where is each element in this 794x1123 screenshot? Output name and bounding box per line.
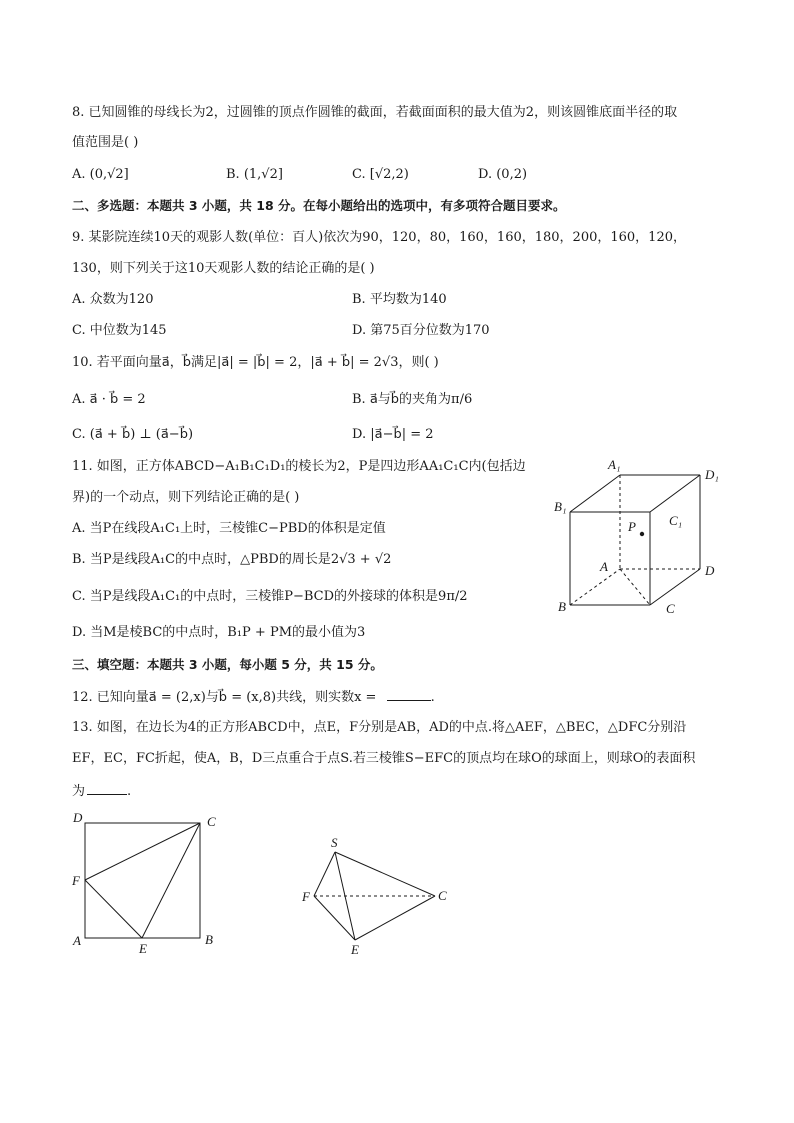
q11-stem-line2: 界)的一个动点，则下列结论正确的是( ) — [72, 490, 300, 505]
label-a: A — [600, 559, 608, 574]
label-b: B — [558, 599, 566, 614]
cube-figure — [550, 455, 730, 620]
label-a1: A₁ — [608, 457, 621, 472]
tetra-label-e: E — [351, 942, 359, 957]
tetrahedron-figure — [295, 835, 465, 960]
q11-option-a: A. 当P在线段A₁C₁上时，三棱锥C−PBD的体积是定值 — [72, 521, 386, 536]
q8-option-c: C. [√2,2) — [352, 167, 409, 182]
q13-stem-line2: EF，EC，FC折起，使A，B，D三点重合于点S.若三棱锥S−EFC的顶点均在球O的球面上，则球O的表面积 — [72, 751, 696, 766]
q10-stem: 10. 若平面向量a⃗，b⃗满足|a⃗| = |b⃗| = 2，|a⃗ + b⃗| = 2√3，则( ) — [72, 355, 439, 370]
q13-stem-line1: 13. 如图，在边长为4的正方形ABCD中，点E，F分别是AB，AD的中点.将△AEF，△BEC，△DFC分别沿 — [72, 720, 687, 735]
q10-option-c: C. (a⃗ + b⃗) ⊥ (a⃗−b⃗) — [72, 427, 194, 442]
q11-option-d: D. 当M是棱BC的中点时，B₁P + PM的最小值为3 — [72, 625, 366, 640]
q10-option-b: B. a⃗与b⃗的夹角为π/6 — [352, 392, 473, 407]
q13-answer-blank[interactable] — [87, 781, 127, 795]
square-label-f: F — [72, 873, 80, 888]
q9-option-a: A. 众数为120 — [72, 292, 154, 307]
point-p-marker — [640, 532, 644, 536]
q9-option-b: B. 平均数为140 — [352, 292, 447, 307]
tetra-label-f: F — [302, 889, 310, 904]
q9-stem-line2: 130，则下列关于这10天观影人数的结论正确的是( ) — [72, 261, 375, 276]
q9-option-c: C. 中位数为145 — [72, 323, 167, 338]
label-p: P — [628, 519, 636, 534]
q10-option-a: A. a⃗ · b⃗ = 2 — [72, 392, 146, 407]
q13-text: 为 — [72, 784, 86, 799]
q11-option-b: B. 当P是线段A₁C的中点时，△PBD的周长是2√3 + √2 — [72, 552, 392, 567]
q8-stem-line1: 8. 已知圆锥的母线长为2，过圆锥的顶点作圆锥的截面，若截面面积的最大值为2，则该圆锥底面半径的取 — [72, 105, 678, 120]
q8-option-d: D. (0,2) — [478, 167, 528, 182]
q12-answer-blank[interactable] — [387, 687, 431, 701]
q8-option-a: A. (0,√2] — [72, 167, 129, 182]
q9-option-d: D. 第75百分位数为170 — [352, 323, 490, 338]
square-label-a: A — [73, 933, 81, 948]
square-figure — [60, 810, 230, 960]
square-label-c: C — [207, 814, 216, 829]
q11-option-c: C. 当P是线段A₁C₁的中点时，三棱锥P−BCD的外接球的体积是9π/2 — [72, 589, 468, 604]
q12-text: 12. 已知向量a⃗ = (2,x)与b⃗ = (x,8)共线，则实数x = — [72, 690, 377, 705]
label-c1: C₁ — [669, 513, 683, 528]
q8-stem-line2: 值范围是( ) — [72, 135, 139, 150]
square-label-e: E — [139, 941, 147, 956]
q13-stem-line3 — [72, 781, 131, 801]
label-d: D — [705, 563, 715, 578]
label-d1: D₁ — [705, 467, 719, 482]
tetra-label-s: S — [331, 835, 338, 850]
square-label-d: D — [73, 810, 83, 825]
q12-period: . — [430, 690, 435, 705]
q9-stem-line1: 9. 某影院连续10天的观影人数(单位：百人)依次为90，120，80，160，160，180，200，160，120， — [72, 230, 686, 245]
section-fill-in-heading: 三、填空题：本题共 3 小题，每小题 5 分，共 15 分。 — [72, 657, 383, 672]
q12-stem — [72, 687, 435, 707]
q13-period: . — [127, 784, 132, 799]
tetra-label-c: C — [438, 888, 447, 903]
label-c: C — [666, 601, 675, 616]
square-label-b: B — [205, 932, 213, 947]
q10-option-d: D. |a⃗−b⃗| = 2 — [352, 427, 434, 442]
section-multiple-choice-heading: 二、多选题：本题共 3 小题，共 18 分。在每小题给出的选项中，有多项符合题目要求。 — [72, 198, 566, 213]
q8-option-b: B. (1,√2] — [226, 167, 283, 182]
label-b1: B₁ — [554, 499, 567, 514]
q11-stem-line1: 11. 如图，正方体ABCD−A₁B₁C₁D₁的棱长为2，P是四边形AA₁C₁C内(包括边 — [72, 459, 526, 474]
